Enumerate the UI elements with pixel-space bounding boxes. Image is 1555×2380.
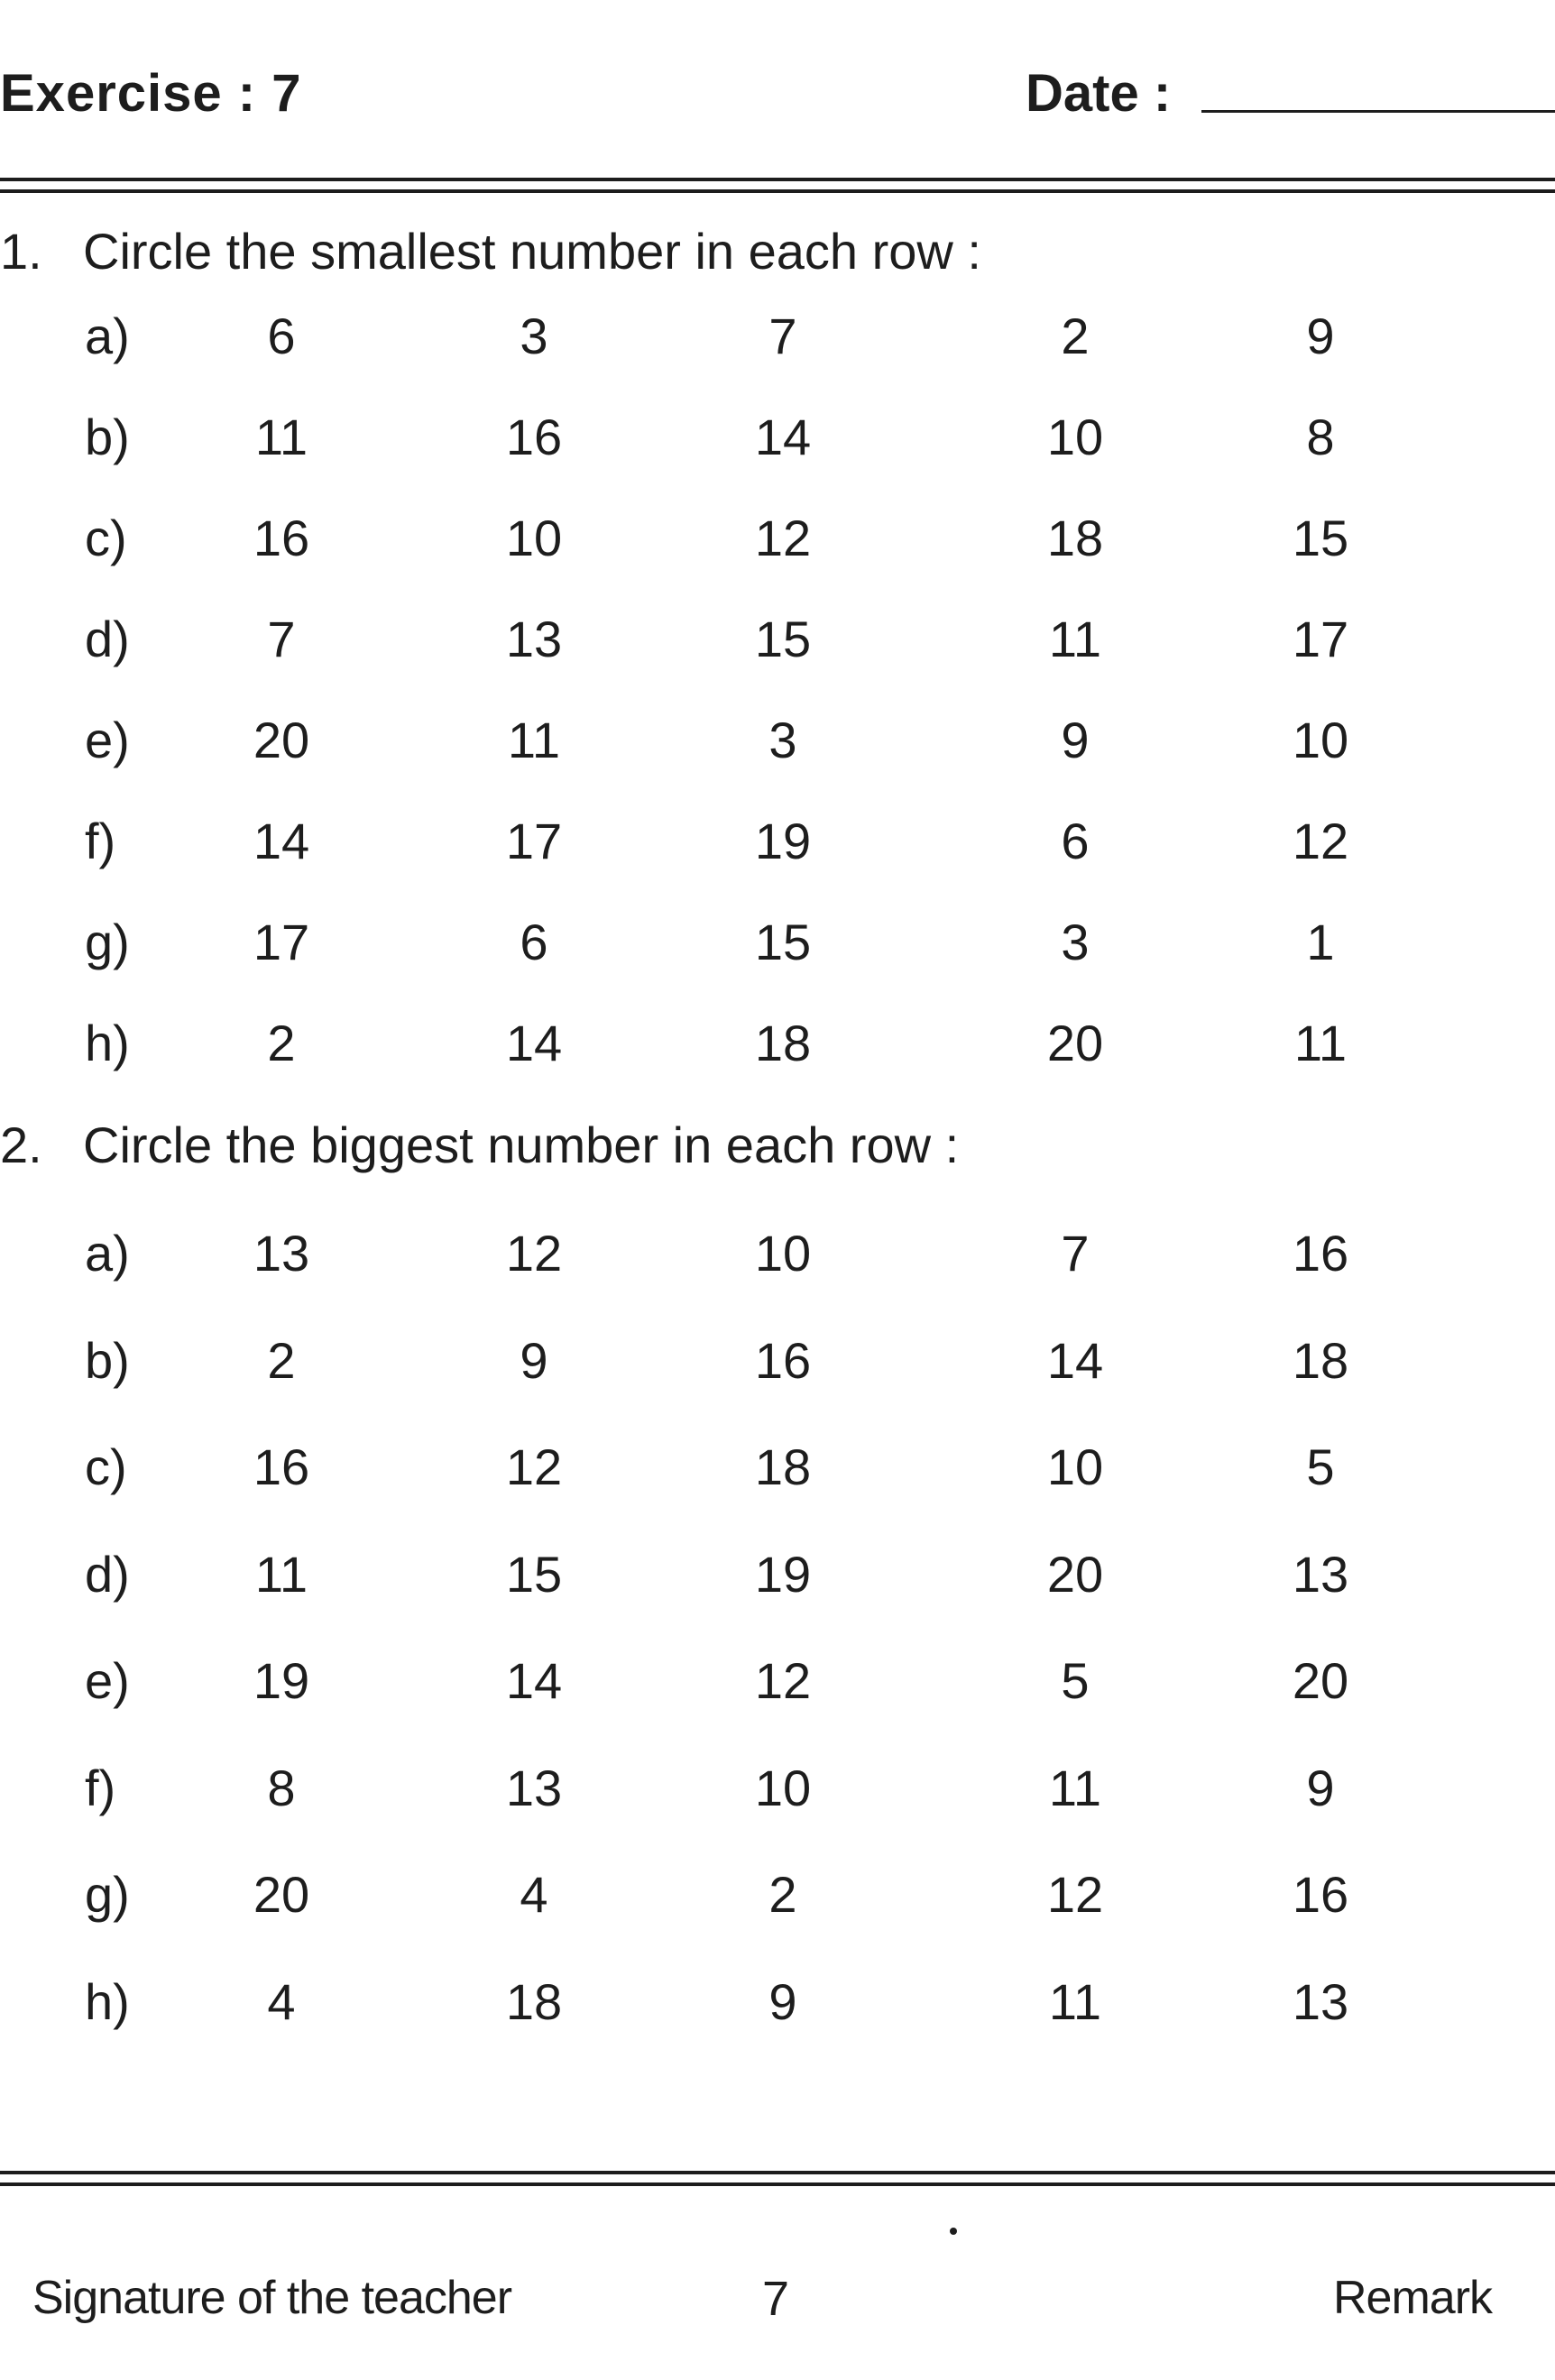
number-choice[interactable]: 11 bbox=[507, 712, 561, 768]
number-choice[interactable]: 7 bbox=[1061, 1225, 1090, 1282]
number-choice[interactable]: 17 bbox=[253, 914, 310, 970]
number-choice[interactable]: 2 bbox=[267, 1015, 296, 1071]
row-label: h) bbox=[85, 1973, 130, 2030]
remark-label: Remark bbox=[1333, 2272, 1493, 2324]
number-choice[interactable]: 15 bbox=[505, 1546, 563, 1603]
number-choice[interactable]: 10 bbox=[1046, 1438, 1104, 1495]
number-choice[interactable]: 14 bbox=[505, 1015, 563, 1071]
number-choice[interactable]: 13 bbox=[505, 611, 563, 667]
number-choice[interactable]: 16 bbox=[1292, 1225, 1349, 1282]
number-choice[interactable]: 15 bbox=[754, 611, 812, 667]
number-choice[interactable]: 8 bbox=[1306, 409, 1335, 465]
number-choice[interactable]: 3 bbox=[520, 308, 548, 364]
number-choice[interactable]: 16 bbox=[505, 409, 563, 465]
number-choice[interactable]: 12 bbox=[505, 1225, 563, 1282]
number-choice[interactable]: 19 bbox=[754, 813, 812, 869]
number-choice[interactable]: 7 bbox=[768, 308, 797, 364]
number-choice[interactable]: 10 bbox=[1046, 409, 1104, 465]
row-label: e) bbox=[85, 1652, 130, 1709]
row-label: a) bbox=[85, 308, 130, 364]
number-choice[interactable]: 3 bbox=[1061, 914, 1090, 970]
number-choice[interactable]: 19 bbox=[754, 1546, 812, 1603]
number-choice[interactable]: 6 bbox=[520, 914, 548, 970]
number-choice[interactable]: 20 bbox=[1292, 1652, 1349, 1709]
number-choice[interactable]: 17 bbox=[505, 813, 563, 869]
number-choice[interactable]: 5 bbox=[1306, 1438, 1335, 1495]
number-choice[interactable]: 13 bbox=[505, 1760, 563, 1816]
number-choice[interactable]: 18 bbox=[1292, 1332, 1349, 1389]
number-choice[interactable]: 11 bbox=[254, 1546, 308, 1603]
number-choice[interactable]: 11 bbox=[1048, 611, 1102, 667]
row-label: c) bbox=[85, 510, 127, 566]
number-choice[interactable]: 20 bbox=[253, 1866, 310, 1923]
number-choice[interactable]: 20 bbox=[253, 712, 310, 768]
number-choice[interactable]: 10 bbox=[1292, 712, 1349, 768]
row-label: d) bbox=[85, 611, 130, 667]
number-choice[interactable]: 17 bbox=[1292, 611, 1349, 667]
number-choice[interactable]: 4 bbox=[520, 1866, 548, 1923]
number-choice[interactable]: 8 bbox=[267, 1760, 296, 1816]
number-choice[interactable]: 14 bbox=[505, 1652, 563, 1709]
signature-label: Signature of the teacher bbox=[32, 2272, 512, 2324]
question-2-instruction: Circle the biggest number in each row : bbox=[83, 1116, 960, 1173]
number-choice[interactable]: 3 bbox=[768, 712, 797, 768]
question-1-instruction: Circle the smallest number in each row : bbox=[83, 223, 981, 280]
print-speck bbox=[950, 2228, 957, 2235]
number-choice[interactable]: 14 bbox=[1046, 1332, 1104, 1389]
number-choice[interactable]: 16 bbox=[253, 1438, 310, 1495]
number-choice[interactable]: 20 bbox=[1046, 1015, 1104, 1071]
bottom-divider-line-1 bbox=[0, 2171, 1555, 2174]
row-label: c) bbox=[85, 1438, 127, 1495]
number-choice[interactable]: 1 bbox=[1306, 914, 1335, 970]
number-choice[interactable]: 14 bbox=[754, 409, 812, 465]
number-choice[interactable]: 9 bbox=[520, 1332, 548, 1389]
number-choice[interactable]: 9 bbox=[1306, 1760, 1335, 1816]
number-choice[interactable]: 11 bbox=[1293, 1015, 1348, 1071]
number-choice[interactable]: 9 bbox=[1306, 308, 1335, 364]
date-write-line[interactable] bbox=[1201, 110, 1555, 113]
exercise-title: Exercise : 7 bbox=[0, 64, 302, 123]
number-choice[interactable]: 13 bbox=[1292, 1546, 1349, 1603]
top-divider-line-1 bbox=[0, 178, 1555, 181]
row-label: b) bbox=[85, 1332, 130, 1389]
row-label: h) bbox=[85, 1015, 130, 1071]
number-choice[interactable]: 11 bbox=[1048, 1973, 1102, 2030]
number-choice[interactable]: 9 bbox=[1061, 712, 1090, 768]
number-choice[interactable]: 13 bbox=[1292, 1973, 1349, 2030]
row-label: a) bbox=[85, 1225, 130, 1282]
number-choice[interactable]: 10 bbox=[754, 1225, 812, 1282]
row-label: b) bbox=[85, 409, 130, 465]
bottom-divider-line-2 bbox=[0, 2182, 1555, 2186]
number-choice[interactable]: 11 bbox=[1048, 1760, 1102, 1816]
number-choice[interactable]: 12 bbox=[754, 1652, 812, 1709]
number-choice[interactable]: 18 bbox=[754, 1438, 812, 1495]
number-choice[interactable]: 18 bbox=[754, 1015, 812, 1071]
number-choice[interactable]: 16 bbox=[253, 510, 310, 566]
question-1-number: 1. bbox=[0, 223, 42, 280]
date-label: Date : bbox=[1026, 64, 1172, 123]
number-choice[interactable]: 18 bbox=[1046, 510, 1104, 566]
number-choice[interactable]: 6 bbox=[1061, 813, 1090, 869]
number-choice[interactable]: 2 bbox=[768, 1866, 797, 1923]
number-choice[interactable]: 14 bbox=[253, 813, 310, 869]
row-label: d) bbox=[85, 1546, 130, 1603]
number-choice[interactable]: 19 bbox=[253, 1652, 310, 1709]
number-choice[interactable]: 12 bbox=[505, 1438, 563, 1495]
number-choice[interactable]: 10 bbox=[505, 510, 563, 566]
number-choice[interactable]: 12 bbox=[754, 510, 812, 566]
top-divider-line-2 bbox=[0, 189, 1555, 193]
number-choice[interactable]: 2 bbox=[1061, 308, 1090, 364]
number-choice[interactable]: 16 bbox=[754, 1332, 812, 1389]
row-label: e) bbox=[85, 712, 130, 768]
number-choice[interactable]: 12 bbox=[1292, 813, 1349, 869]
number-choice[interactable]: 20 bbox=[1046, 1546, 1104, 1603]
page-number: 7 bbox=[762, 2272, 790, 2326]
number-choice[interactable]: 18 bbox=[505, 1973, 563, 2030]
number-choice[interactable]: 5 bbox=[1061, 1652, 1090, 1709]
row-label: g) bbox=[85, 914, 130, 970]
number-choice[interactable]: 13 bbox=[253, 1225, 310, 1282]
number-choice[interactable]: 7 bbox=[267, 611, 296, 667]
row-label: f) bbox=[85, 813, 116, 869]
question-2-number: 2. bbox=[0, 1116, 42, 1173]
number-choice[interactable]: 16 bbox=[1292, 1866, 1349, 1923]
number-choice[interactable]: 11 bbox=[254, 409, 308, 465]
number-choice[interactable]: 2 bbox=[267, 1332, 296, 1389]
row-label: f) bbox=[85, 1760, 116, 1816]
row-label: g) bbox=[85, 1866, 130, 1923]
number-choice[interactable]: 9 bbox=[768, 1973, 797, 2030]
number-choice[interactable]: 10 bbox=[754, 1760, 812, 1816]
number-choice[interactable]: 6 bbox=[267, 308, 296, 364]
number-choice[interactable]: 15 bbox=[754, 914, 812, 970]
number-choice[interactable]: 15 bbox=[1292, 510, 1349, 566]
number-choice[interactable]: 4 bbox=[267, 1973, 296, 2030]
number-choice[interactable]: 12 bbox=[1046, 1866, 1104, 1923]
